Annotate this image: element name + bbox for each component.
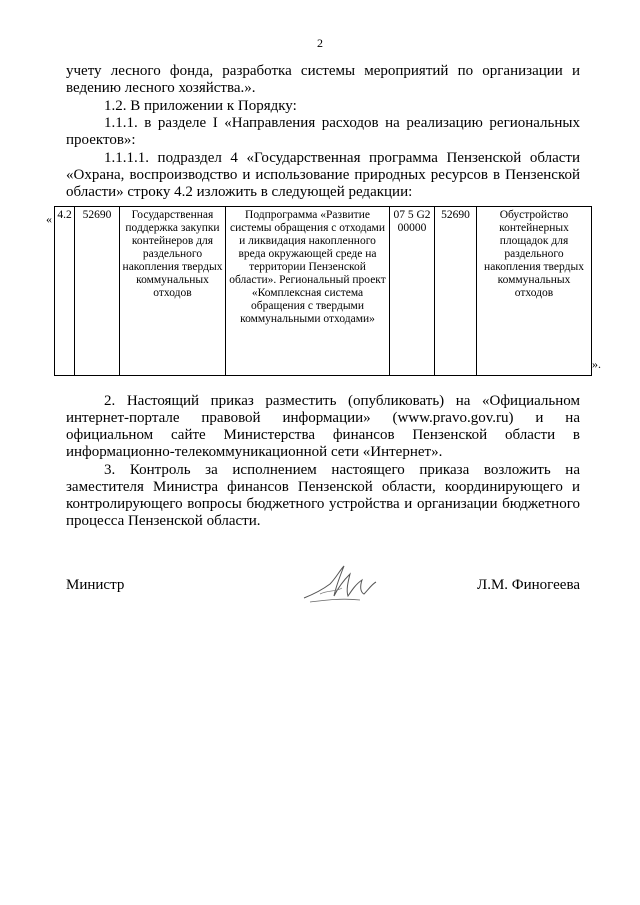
signatory-name: Л.М. Финогеева bbox=[477, 577, 580, 593]
handwritten-signature bbox=[300, 560, 380, 610]
quote-close: ». bbox=[592, 357, 601, 371]
page-number: 2 bbox=[317, 36, 323, 50]
quote-open: « bbox=[46, 212, 52, 226]
cell-expense-code: 52690 bbox=[435, 207, 477, 376]
table-row bbox=[55, 207, 592, 376]
paragraph-continuation: учету лесного фонда, разработка системы мероприятий по организации и ведению лесного хозяйства.». bbox=[66, 63, 580, 96]
item-1-1-1: 1.1.1. в разделе I «Направления расходов на реализацию региональных проектов»: bbox=[66, 115, 580, 148]
cell-subprogram: Подпрограмма «Развитие системы обращения с отходами и ликвидация накопленного вреда окружающей среде на территории Пензенской области». Региональный проект «Комплексная система обращения с твердыми коммунальными отходами» bbox=[226, 207, 390, 376]
cell-purpose: Обустройство контейнерных площадок для раздельного накопления твердых коммунальных отходов bbox=[477, 207, 592, 376]
cell-code: 4.2 bbox=[55, 207, 75, 376]
item-3: 3. Контроль за исполнением настоящего приказа возложить на заместителя Министра финансов Пензенской области, координирующего и контролирующего вопросы бюджетного устройства и организации бюджетного процесса Пензенской области. bbox=[66, 462, 580, 529]
signature-title: Министр bbox=[66, 577, 125, 593]
item-1-1-1-1: 1.1.1.1. подраздел 4 «Государственная программа Пензенской области «Охрана, воспроизводство и использование природных ресурсов в Пензенской области» строку 4.2 изложить в следующей редакции: bbox=[66, 150, 580, 200]
cell-target-article: 07 5 G2 00000 bbox=[390, 207, 435, 376]
item-2: 2. Настоящий приказ разместить (опубликовать) на «Официальном интернет-портале правовой информации» (www.pravo.gov.ru) и на официальном сайте Министерства финансов Пензенской области в информационно-телекоммуникационной сети «Интернет». bbox=[66, 393, 580, 460]
cell-direction-code: 52690 bbox=[75, 207, 120, 376]
budget-row-table bbox=[54, 206, 592, 376]
cell-direction-name: Государственная поддержка закупки контейнеров для раздельного накопления твердых коммунальных отходов bbox=[120, 207, 226, 376]
item-1-2: 1.2. В приложении к Порядку: bbox=[104, 98, 297, 114]
